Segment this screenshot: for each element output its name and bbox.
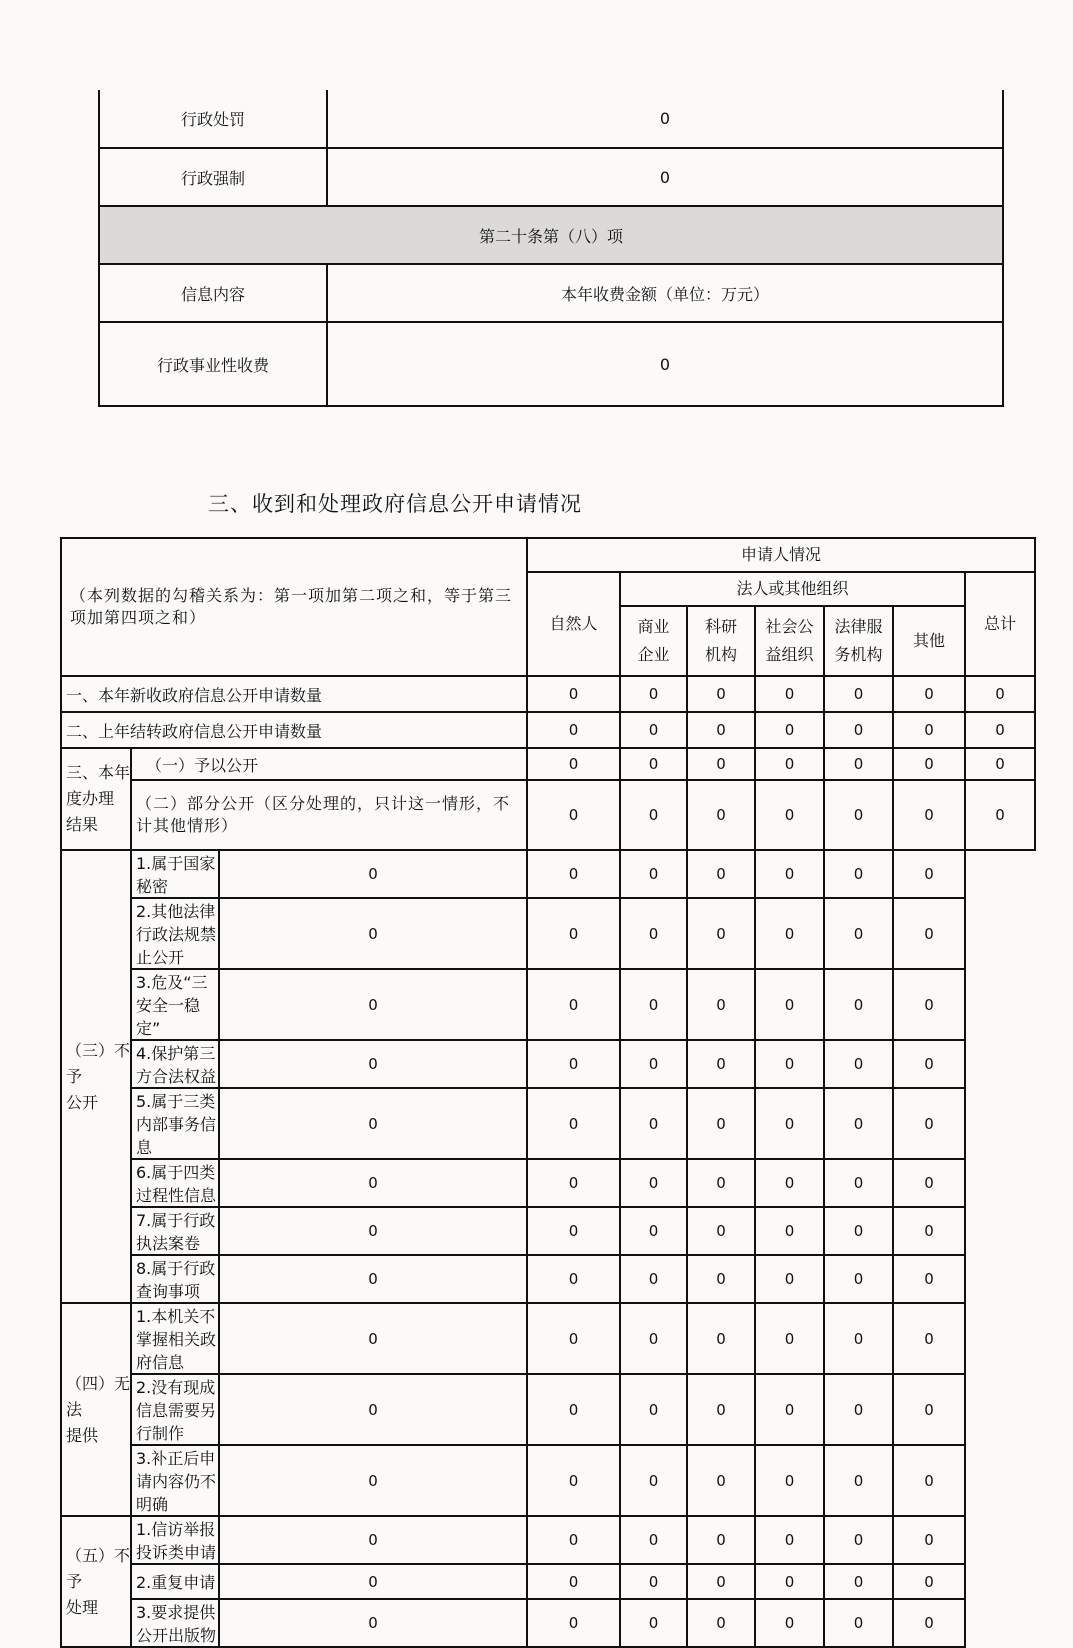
value-cell: 0 [219, 1303, 527, 1374]
value-cell: 0 [527, 1040, 620, 1088]
value-cell: 0 [893, 748, 965, 780]
value-cell: 0 [620, 1159, 687, 1207]
value-cell: 0 [687, 1445, 755, 1516]
value-cell: 0 [687, 969, 755, 1040]
value-cell: 0 [824, 1445, 893, 1516]
value-cell: 0 [965, 780, 1035, 850]
value-cell: 0 [219, 1374, 527, 1445]
value-cell: 0 [755, 1564, 824, 1599]
section-title: 三、收到和处理政府信息公开申请情况 [208, 492, 582, 516]
value-cell: 0 [755, 1303, 824, 1374]
value-cell: 0 [755, 969, 824, 1040]
value-cell: 0 [219, 1088, 527, 1159]
row-label: 一、本年新收政府信息公开申请数量 [61, 676, 527, 712]
row-label: 6.属于四类过程性信息 [131, 1159, 219, 1207]
row-label: 7.属于行政执法案卷 [131, 1207, 219, 1255]
value-cell: 0 [687, 1564, 755, 1599]
value-cell: 0 [824, 748, 893, 780]
value-cell: 0 [620, 780, 687, 850]
value-cell: 0 [893, 1516, 965, 1564]
value-cell: 0 [893, 898, 965, 969]
table-row [61, 1599, 1035, 1647]
value-cell: 0 [687, 780, 755, 850]
table-row [61, 1207, 1035, 1255]
value-cell: 0 [893, 1303, 965, 1374]
subgroup-label [61, 1516, 131, 1647]
row-label: 2.没有现成信息需要另行制作 [131, 1374, 219, 1445]
header-row [99, 264, 1003, 322]
row-label: 3.补正后申请内容仍不明确 [131, 1445, 219, 1516]
value-cell: 0 [824, 1088, 893, 1159]
header-label: 信息内容 [99, 264, 327, 322]
value-cell: 0 [219, 1445, 527, 1516]
value-cell: 0 [620, 676, 687, 712]
subgroup-label-line: （五）不予 [66, 1545, 131, 1591]
value-cell: 0 [824, 969, 893, 1040]
value-cell: 0 [755, 1445, 824, 1516]
note-cell: （本列数据的勾稽关系为：第一项加第二项之和，等于第三项加第四项之和） [61, 538, 527, 676]
header-natural-person: 自然人 [527, 572, 620, 676]
value-cell: 0 [893, 969, 965, 1040]
value-cell: 0 [755, 1255, 824, 1303]
value-cell: 0 [527, 850, 620, 898]
row-label: 行政处罚 [99, 90, 327, 148]
header-legal-org: 法人或其他组织 [620, 572, 965, 606]
value-cell: 0 [219, 969, 527, 1040]
value-cell: 0 [893, 1374, 965, 1445]
value-cell: 0 [687, 1303, 755, 1374]
value-cell: 0 [527, 676, 620, 712]
value-cell: 0 [620, 1599, 687, 1647]
subgroup-label-line: 处理 [66, 1597, 99, 1617]
subgroup-label [61, 1303, 131, 1516]
row-label: 8.属于行政查询事项 [131, 1255, 219, 1303]
header-line: 益组织 [765, 645, 814, 664]
value-cell: 0 [620, 969, 687, 1040]
value-cell: 0 [824, 1040, 893, 1088]
table-row [61, 1040, 1035, 1088]
value-cell: 0 [824, 676, 893, 712]
value-cell: 0 [527, 1207, 620, 1255]
row-value: 0 [327, 90, 1003, 148]
value-cell: 0 [527, 898, 620, 969]
value-cell: 0 [620, 1207, 687, 1255]
table-row [99, 90, 1003, 148]
value-cell: 0 [755, 1040, 824, 1088]
value-cell: 0 [620, 1255, 687, 1303]
value-cell: 0 [219, 1516, 527, 1564]
value-cell: 0 [755, 1516, 824, 1564]
row-label: 4.保护第三方合法权益 [131, 1040, 219, 1088]
value-cell: 0 [824, 1516, 893, 1564]
value-cell: 0 [824, 1564, 893, 1599]
value-cell: 0 [893, 1599, 965, 1647]
unable-group [61, 1303, 1035, 1516]
value-cell: 0 [687, 1159, 755, 1207]
header-value: 本年收费金额（单位：万元） [327, 264, 1003, 322]
table-row [61, 780, 1035, 850]
row-label: 1.属于国家秘密 [131, 850, 219, 898]
value-cell: 0 [824, 1255, 893, 1303]
value-cell: 0 [527, 1159, 620, 1207]
value-cell: 0 [687, 850, 755, 898]
table-row [61, 676, 1035, 712]
subgroup-label-line: （三）不予 [66, 1040, 131, 1086]
value-cell: 0 [620, 712, 687, 748]
value-cell: 0 [893, 1445, 965, 1516]
value-cell: 0 [687, 1516, 755, 1564]
value-cell: 0 [965, 676, 1035, 712]
row-label: 3.危及“三安全一稳定” [131, 969, 219, 1040]
value-cell: 0 [755, 1088, 824, 1159]
value-cell: 0 [893, 1040, 965, 1088]
value-cell: 0 [824, 850, 893, 898]
value-cell: 0 [893, 676, 965, 712]
value-cell: 0 [824, 1374, 893, 1445]
table-row [61, 1564, 1035, 1599]
value-cell: 0 [219, 1255, 527, 1303]
value-cell: 0 [219, 898, 527, 969]
value-cell: 0 [755, 898, 824, 969]
section-row [99, 206, 1003, 264]
value-cell: 0 [620, 1303, 687, 1374]
value-cell: 0 [893, 1564, 965, 1599]
header-org-col [893, 606, 965, 676]
group-label-line: 度办理 [66, 789, 115, 808]
table-row [61, 1255, 1035, 1303]
header-row [61, 538, 1035, 572]
value-cell: 0 [527, 969, 620, 1040]
table-row [61, 1303, 1035, 1374]
value-cell: 0 [687, 748, 755, 780]
table-row [61, 898, 1035, 969]
row-value: 0 [327, 148, 1003, 206]
value-cell: 0 [620, 1445, 687, 1516]
header-total: 总计 [965, 572, 1035, 676]
value-cell: 0 [687, 1599, 755, 1647]
value-cell: 0 [620, 748, 687, 780]
value-cell: 0 [527, 748, 620, 780]
value-cell: 0 [755, 780, 824, 850]
value-cell: 0 [620, 850, 687, 898]
subgroup-label-line: 公开 [66, 1092, 99, 1112]
value-cell: 0 [687, 1255, 755, 1303]
value-cell: 0 [755, 1599, 824, 1647]
result-group-label [61, 748, 131, 850]
value-cell: 0 [893, 1255, 965, 1303]
value-cell: 0 [893, 1088, 965, 1159]
value-cell: 0 [219, 1564, 527, 1599]
value-cell: 0 [893, 1159, 965, 1207]
value-cell: 0 [620, 898, 687, 969]
value-cell: 0 [824, 1207, 893, 1255]
value-cell: 0 [755, 712, 824, 748]
table-row [61, 969, 1035, 1040]
table-row [61, 748, 1035, 780]
value-cell: 0 [755, 1374, 824, 1445]
header-applicant: 申请人情况 [527, 538, 1035, 572]
value-cell: 0 [687, 676, 755, 712]
value-cell: 0 [527, 1516, 620, 1564]
value-cell: 0 [824, 1303, 893, 1374]
value-cell: 0 [620, 1374, 687, 1445]
header-org-col [824, 606, 893, 676]
not-open-group [61, 850, 1035, 1303]
application-table [60, 537, 1036, 1648]
value-cell: 0 [687, 1374, 755, 1445]
value-cell: 0 [755, 1207, 824, 1255]
row-label: 1.本机关不掌握相关政府信息 [131, 1303, 219, 1374]
value-cell: 0 [527, 1564, 620, 1599]
group-label-line: 三、本年 [66, 763, 131, 782]
value-cell: 0 [755, 676, 824, 712]
row-label: 行政事业性收费 [99, 322, 327, 406]
value-cell: 0 [527, 1303, 620, 1374]
header-line: 科研 [704, 617, 737, 636]
header-line: 企业 [637, 645, 670, 664]
subgroup-label [61, 850, 131, 1303]
header-line: 社会公 [765, 617, 814, 636]
value-cell: 0 [620, 1564, 687, 1599]
row-label: 二、上年结转政府信息公开申请数量 [61, 712, 527, 748]
row-label: （一）予以公开 [131, 748, 527, 780]
table-row [61, 1445, 1035, 1516]
header-line: 商业 [637, 617, 670, 636]
value-cell: 0 [620, 1516, 687, 1564]
value-cell: 0 [527, 1255, 620, 1303]
header-line: 其他 [912, 631, 945, 650]
value-cell: 0 [824, 712, 893, 748]
table-row [61, 1088, 1035, 1159]
row-label: （二）部分公开（区分处理的，只计这一情形，不计其他情形） [131, 780, 527, 850]
header-line: 务机构 [834, 645, 883, 664]
value-cell: 0 [893, 1207, 965, 1255]
row-label: 1.信访举报投诉类申请 [131, 1516, 219, 1564]
value-cell: 0 [965, 712, 1035, 748]
value-cell: 0 [527, 1599, 620, 1647]
value-cell: 0 [687, 898, 755, 969]
not-handled-group [61, 1516, 1035, 1647]
value-cell: 0 [219, 850, 527, 898]
value-cell: 0 [620, 1088, 687, 1159]
value-cell: 0 [824, 1599, 893, 1647]
row-value: 0 [327, 322, 1003, 406]
table-row [61, 712, 1035, 748]
table-row [61, 1374, 1035, 1445]
header-org-col [687, 606, 755, 676]
top-table [98, 90, 1004, 407]
value-cell: 0 [755, 748, 824, 780]
value-cell: 0 [755, 1159, 824, 1207]
value-cell: 0 [824, 780, 893, 850]
value-cell: 0 [893, 850, 965, 898]
value-cell: 0 [527, 1088, 620, 1159]
row-label: 3.要求提供公开出版物 [131, 1599, 219, 1647]
value-cell: 0 [219, 1040, 527, 1088]
group-label-line: 结果 [66, 815, 99, 834]
table-row [99, 148, 1003, 206]
value-cell: 0 [687, 1040, 755, 1088]
row-label: 2.重复申请 [131, 1564, 219, 1599]
value-cell: 0 [824, 898, 893, 969]
header-line: 法律服 [834, 617, 883, 636]
value-cell: 0 [527, 1445, 620, 1516]
value-cell: 0 [219, 1159, 527, 1207]
value-cell: 0 [620, 1040, 687, 1088]
row-label: 5.属于三类内部事务信息 [131, 1088, 219, 1159]
value-cell: 0 [755, 850, 824, 898]
value-cell: 0 [219, 1599, 527, 1647]
value-cell: 0 [527, 780, 620, 850]
value-cell: 0 [527, 712, 620, 748]
value-cell: 0 [219, 1207, 527, 1255]
table-row [61, 1516, 1035, 1564]
value-cell: 0 [893, 712, 965, 748]
table-row [99, 322, 1003, 406]
table-row [61, 850, 1035, 898]
section-row-label: 第二十条第（八）项 [99, 206, 1003, 264]
value-cell: 0 [893, 780, 965, 850]
value-cell: 0 [824, 1159, 893, 1207]
header-org-col [755, 606, 824, 676]
table-row [61, 1159, 1035, 1207]
value-cell: 0 [687, 712, 755, 748]
row-label: 行政强制 [99, 148, 327, 206]
value-cell: 0 [965, 748, 1035, 780]
header-org-col [620, 606, 687, 676]
value-cell: 0 [687, 1088, 755, 1159]
subgroup-label-line: （四）无法 [66, 1373, 131, 1419]
value-cell: 0 [527, 1374, 620, 1445]
row-label: 2.其他法律行政法规禁止公开 [131, 898, 219, 969]
header-line: 机构 [704, 645, 737, 664]
value-cell: 0 [687, 1207, 755, 1255]
subgroup-label-line: 提供 [66, 1425, 99, 1445]
